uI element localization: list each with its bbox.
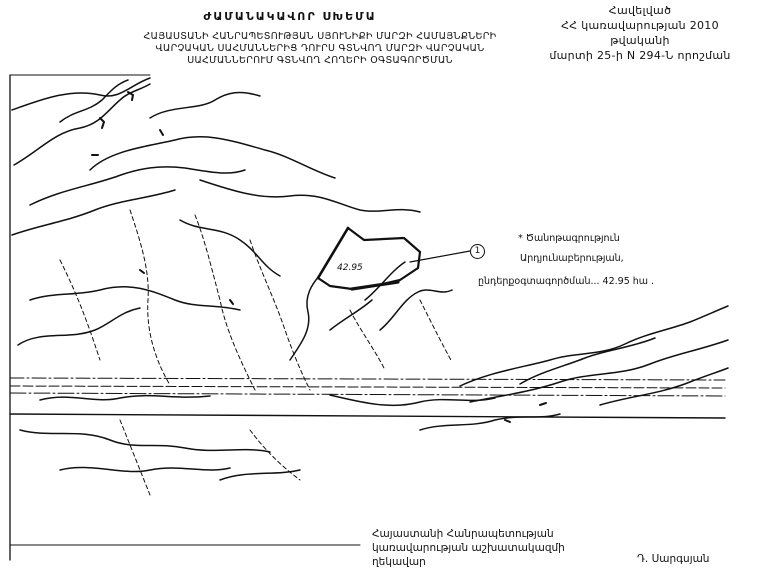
signatory-title-line: կառավարության աշխատակազմի (372, 542, 565, 555)
corridor-line (10, 414, 725, 418)
legend-note-line: Արդյունաբերության, (520, 253, 624, 264)
signatory-name: Դ. Սարգսյան (637, 553, 710, 565)
approval-line: մարտի 25-ի N 294-Ն որոշման (549, 48, 731, 62)
approval-line: Հավելված (608, 4, 672, 17)
signatory-title (372, 527, 602, 570)
parcel-boundary (318, 228, 420, 289)
legend-note-line: ընդերքօգտագործման... 42.95 հա . (478, 276, 655, 287)
legend-note-title: * Ծանոթագրություն (518, 233, 620, 244)
map-title: ԺԱՄԱՆԱԿԱՎՈՐ ՍԽԵՄԱ (203, 10, 377, 23)
subtitle-line: ՍԱՀՄԱՆՆԵՐՈՒՄ ԳՏՆՎՈՂ ՀՈՂԵՐԻ ՕԳՏԱԳՈՐԾՄԱՆ (187, 54, 453, 66)
corridor-line (10, 378, 725, 380)
subtitle-line: ՎԱՐՉԱԿԱՆ ՍԱՀՄԱՆՆԵՐԻՑ ԴՈՒՐՍ ԳՏՆՎՈՂ ՄԱՐԶԻ ՎԱՐՉԱԿԱՆ (155, 42, 485, 54)
corridor-line (10, 393, 725, 396)
parcel-area-label: 42.95 (337, 263, 363, 273)
corridor-line (10, 386, 725, 388)
subtitle-line: ՀԱՅԱՍՏԱՆԻ ՀԱՆՐԱՊԵՏՈՒԹՅԱՆ ՍՅՈՒՆԻՔԻ ՄԱՐԶԻ ՀԱՄԱՅՆՔՆԵՐԻ (143, 31, 497, 42)
approval-line: ՀՀ կառավարության 2010 թվականի (561, 18, 719, 47)
signatory-title-line: Հայաստանի Հանրապետության (372, 528, 554, 540)
track-lines (60, 210, 452, 495)
signatory-title-line: ղեկավար (372, 556, 426, 569)
parcel-callout-marker: 1 (470, 244, 485, 259)
